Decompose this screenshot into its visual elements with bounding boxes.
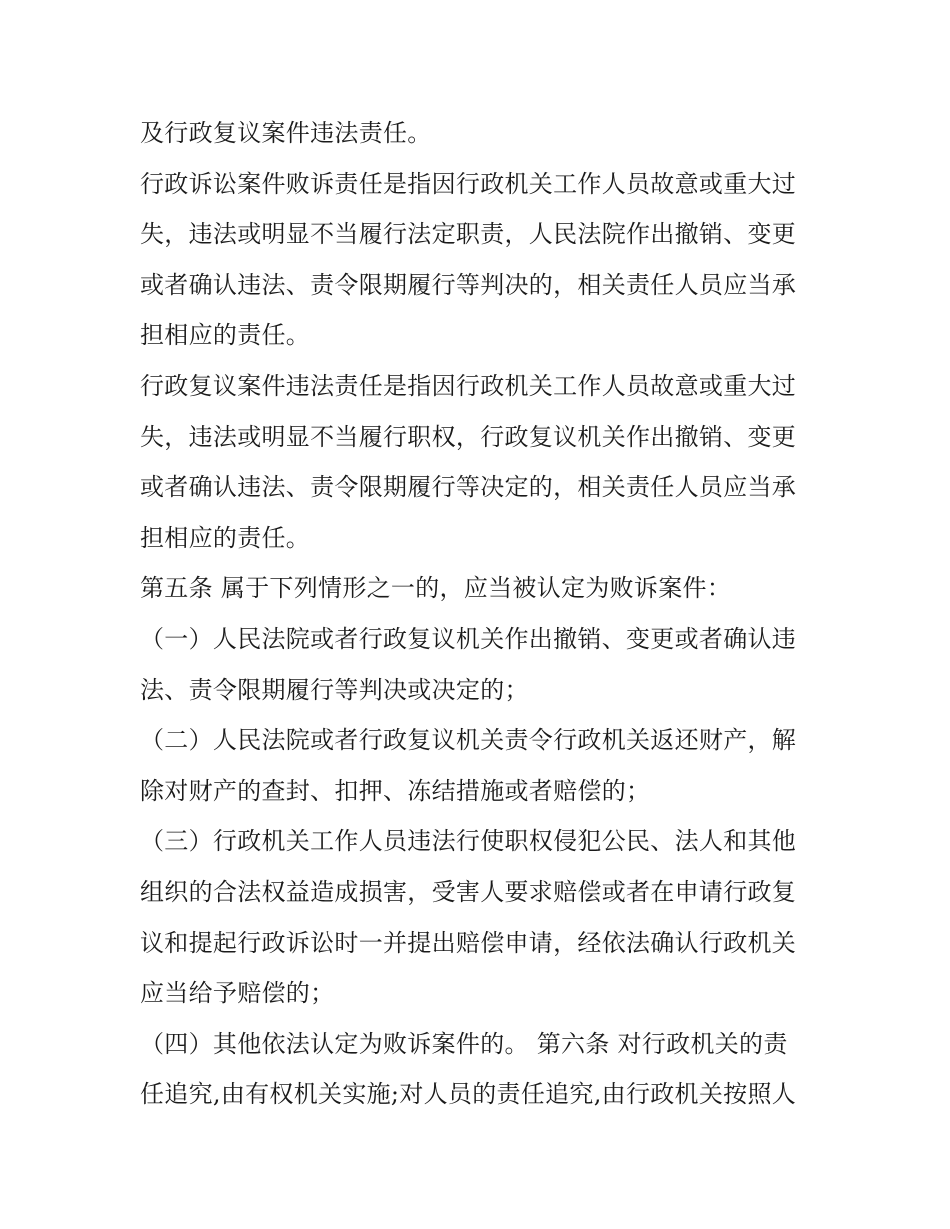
text-line: 除对财产的查封、扣押、冻结措施或者赔偿的；: [140, 776, 651, 805]
text-line: 失，违法或明显不当履行职权，行政复议机关作出撤销、变更: [140, 422, 797, 451]
text-line: 失，违法或明显不当履行法定职责，人民法院作出撤销、变更: [140, 220, 797, 249]
list-item: （二）人民法院或者行政复议机关责令行政机关返还财产，解: [140, 726, 797, 755]
text-line: 担相应的责任。: [140, 523, 311, 552]
text-line: 或者确认违法、责令限期履行等决定的，相关责任人员应当承: [140, 473, 797, 502]
text-line: 任追究,由有权机关实施;对人员的责任追究,由行政机关按照人: [140, 1080, 797, 1109]
text-line: 担相应的责任。: [140, 321, 311, 350]
text-line: 及行政复议案件违法责任。: [140, 119, 432, 147]
text-line: 议和提起行政诉讼时一并提出赔偿申请，经依法确认行政机关: [140, 928, 797, 957]
text-line: 行政复议案件违法责任是指因行政机关工作人员故意或重大过: [140, 371, 797, 400]
document-body: [140, 108, 820, 1120]
list-item: （四）其他依法认定为败诉案件的。 第六条 对行政机关的责: [140, 1029, 788, 1058]
text-line: 应当给予赔偿的；: [140, 979, 335, 1008]
text-line: 或者确认违法、责令限期履行等判决的，相关责任人员应当承: [140, 270, 797, 299]
text-line: 组织的合法权益造成损害，受害人要求赔偿或者在申请行政复: [140, 877, 797, 906]
text-line: 法、责令限期履行等判决或决定的；: [140, 675, 529, 704]
list-item: （三）行政机关工作人员违法行使职权侵犯公民、法人和其他: [140, 827, 797, 856]
article-heading: 第五条 属于下列情形之一的，应当被认定为败诉案件：: [140, 574, 732, 603]
text-line: 行政诉讼案件败诉责任是指因行政机关工作人员故意或重大过: [140, 169, 797, 198]
list-item: （一）人民法院或者行政复议机关作出撤销、变更或者确认违: [140, 624, 797, 653]
